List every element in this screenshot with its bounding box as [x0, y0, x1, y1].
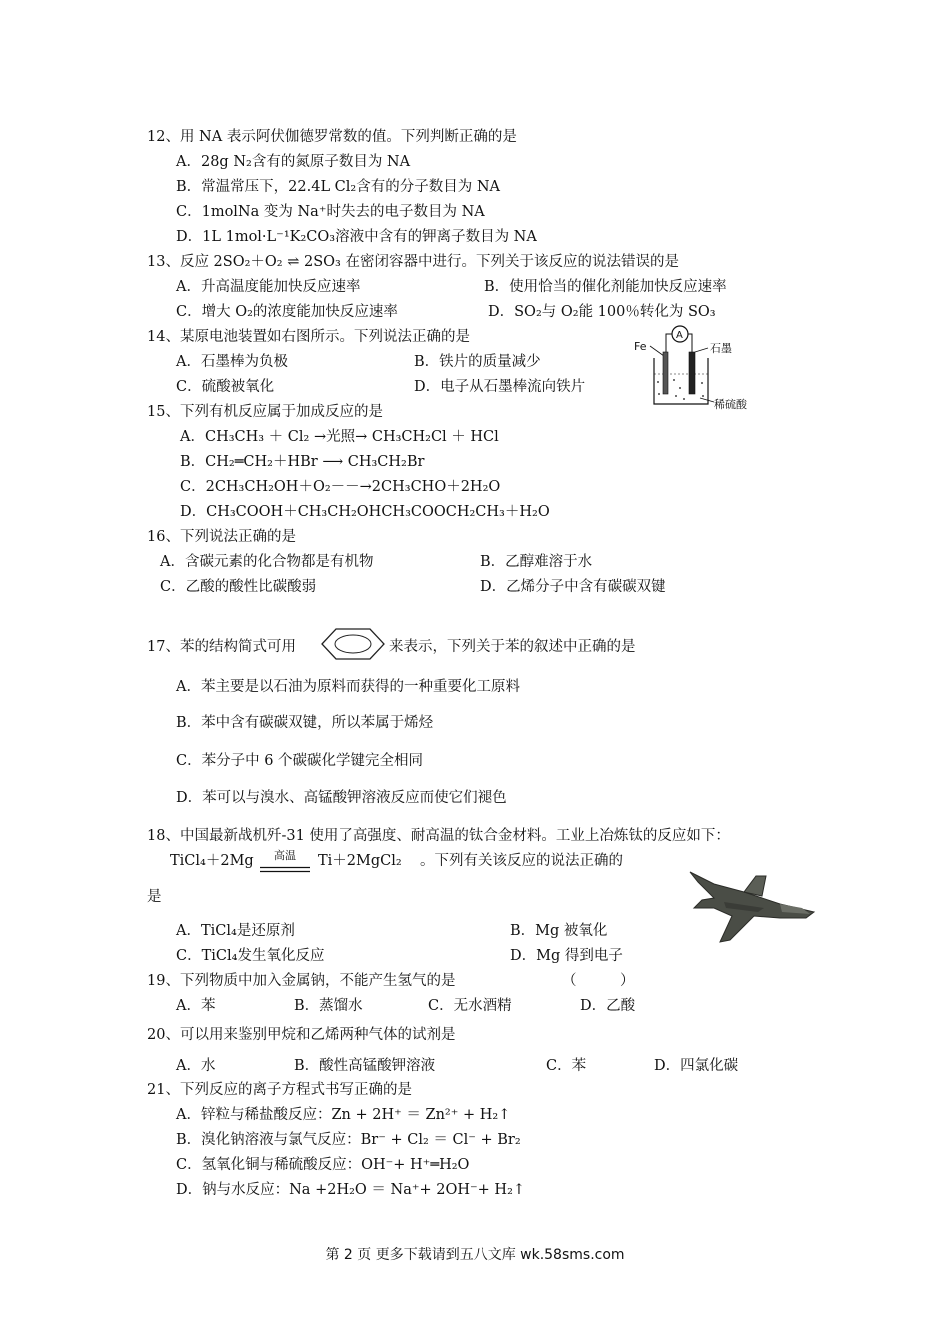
- q12-option-d: D．1L 1mol·L⁻¹K₂CO₃溶液中含有的钾离子数目为 NA: [176, 229, 537, 245]
- q21-option-a: A．锌粒与稀盐酸反应：Zn + 2H⁺ ＝ Zn²⁺ + H₂↑: [176, 1107, 511, 1123]
- benzene-ring-icon: [318, 625, 388, 663]
- q18-eq-condition: 高温: [274, 849, 296, 862]
- q16-option-c: C．乙酸的酸性比碳酸弱: [160, 579, 317, 595]
- q17-option-d: D．苯可以与溴水、高锰酸钾溶液反应而使它们褪色: [176, 790, 507, 806]
- q18-option-d: D．Mg 得到电子: [510, 948, 623, 964]
- equals-sign-icon: [260, 866, 310, 874]
- q17-stem-before: 17、苯的结构简式可用: [147, 639, 296, 655]
- page-footer: 第 2 页 更多下载请到五八文库 wk.58sms.com: [325, 1247, 625, 1263]
- q16-stem: 16、下列说法正确的是: [147, 529, 296, 545]
- q19-answer-blank: （ ）: [562, 973, 635, 989]
- q19-stem: 19、下列物质中加入金属钠，不能产生氢气的是: [147, 973, 456, 989]
- q12-stem: 12、用 NA 表示阿伏伽德罗常数的值。下列判断正确的是: [147, 129, 517, 145]
- q20-option-c: C．苯: [546, 1058, 587, 1074]
- q18-stem: 18、中国最新战机歼-31 使用了高强度、耐高温的钛合金材料。工业上冶炼钛的反应如下：: [147, 828, 730, 844]
- q13-option-d: D．SO₂与 O₂能 100％转化为 SO₃: [488, 304, 716, 320]
- q14-stem: 14、某原电池装置如右图所示。下列说法正确的是: [147, 329, 470, 345]
- q15-stem: 15、下列有机反应属于加成反应的是: [147, 404, 383, 420]
- q17-option-b: B．苯中含有碳碳双键，所以苯属于烯烃: [176, 715, 434, 731]
- q20-stem: 20、可以用来鉴别甲烷和乙烯两种气体的试剂是: [147, 1027, 456, 1043]
- q15-option-d: D．CH₃COOH＋CH₃CH₂OHCH₃COOCH₂CH₃＋H₂O: [180, 504, 550, 520]
- q19-option-c: C．无水酒精: [428, 998, 512, 1014]
- q12-option-a: A．28g N₂含有的氮原子数目为 NA: [176, 154, 411, 170]
- q18-eq-right: Ti＋2MgCl₂: [318, 853, 402, 869]
- q18-eq-left: TiCl₄＋2Mg: [170, 853, 254, 869]
- q14-option-c: C．硫酸被氧化: [176, 379, 275, 395]
- q17-option-a: A．苯主要是以石油为原料而获得的一种重要化工原料: [176, 679, 520, 695]
- q17-option-c: C．苯分子中 6 个碳碳化学键完全相同: [176, 753, 424, 769]
- q17-stem-after: 来表示，下列关于苯的叙述中正确的是: [389, 639, 636, 655]
- q12-option-c: C．1molNa 变为 Na⁺时失去的电子数目为 NA: [176, 204, 485, 220]
- q19-option-b: B．蒸馏水: [294, 998, 363, 1014]
- q14-option-b: B．铁片的质量减少: [414, 354, 541, 370]
- q18-option-a: A．TiCl₄是还原剂: [176, 923, 295, 939]
- q14-option-d: D．电子从石墨棒流向铁片: [414, 379, 586, 395]
- q18-option-c: C．TiCl₄发生氧化反应: [176, 948, 325, 964]
- q20-option-a: A．水: [176, 1058, 216, 1074]
- fe-electrode: [663, 352, 668, 394]
- graphite-label: 石墨: [710, 342, 732, 355]
- q14-option-a: A．石墨棒为负极: [176, 354, 288, 370]
- q16-option-d: D．乙烯分子中含有碳碳双键: [480, 579, 666, 595]
- q21-option-c: C．氢氧化铜与稀硫酸反应：OH⁻+ H⁺═H₂O: [176, 1157, 470, 1173]
- q19-option-a: A．苯: [176, 998, 216, 1014]
- q18-eq-tail: 。下列有关该反应的说法正确的: [420, 853, 623, 869]
- q20-option-d: D．四氯化碳: [654, 1058, 739, 1074]
- q16-option-b: B．乙醇难溶于水: [480, 554, 593, 570]
- q19-option-d: D．乙酸: [580, 998, 636, 1014]
- q18-option-b: B．Mg 被氧化: [510, 923, 608, 939]
- ammeter-label: A: [676, 330, 683, 341]
- q13-option-b: B．使用恰当的催化剂能加快反应速率: [484, 279, 727, 295]
- q15-option-c: C．2CH₃CH₂OH＋O₂－－→2CH₃CHO＋2H₂O: [180, 479, 501, 495]
- q13-option-c: C．增大 O₂的浓度能加快反应速率: [176, 304, 398, 320]
- q13-option-a: A．升高温度能加快反应速率: [176, 279, 361, 295]
- q20-option-b: B．酸性高锰酸钾溶液: [294, 1058, 436, 1074]
- fighter-jet-image: [684, 862, 820, 946]
- graphite-electrode: [689, 352, 695, 394]
- q13-stem: 13、反应 2SO₂＋O₂ ⇌ 2SO₃ 在密闭容器中进行。下列关于该反应的说法错误的是: [147, 254, 679, 270]
- acid-label: 稀硫酸: [714, 398, 747, 411]
- galvanic-cell-figure: [628, 322, 778, 412]
- q18-stem-end: 是: [147, 889, 162, 905]
- q15-option-a: A．CH₃CH₃ ＋ Cl₂ →光照→ CH₃CH₂Cl ＋ HCl: [180, 429, 499, 445]
- q16-option-a: A．含碳元素的化合物都是有机物: [160, 554, 374, 570]
- q21-option-b: B．溴化钠溶液与氯气反应：Br⁻ + Cl₂ ＝ Cl⁻ + Br₂: [176, 1132, 521, 1148]
- q12-option-b: B．常温常压下，22.4L Cl₂含有的分子数目为 NA: [176, 179, 500, 195]
- fe-label: Fe: [634, 340, 647, 353]
- q21-stem: 21、下列反应的离子方程式书写正确的是: [147, 1082, 412, 1098]
- q15-option-b: B．CH₂═CH₂＋HBr ⟶ CH₃CH₂Br: [180, 454, 425, 470]
- q21-option-d: D．钠与水反应：Na +2H₂O ＝ Na⁺+ 2OH⁻+ H₂↑: [176, 1182, 526, 1198]
